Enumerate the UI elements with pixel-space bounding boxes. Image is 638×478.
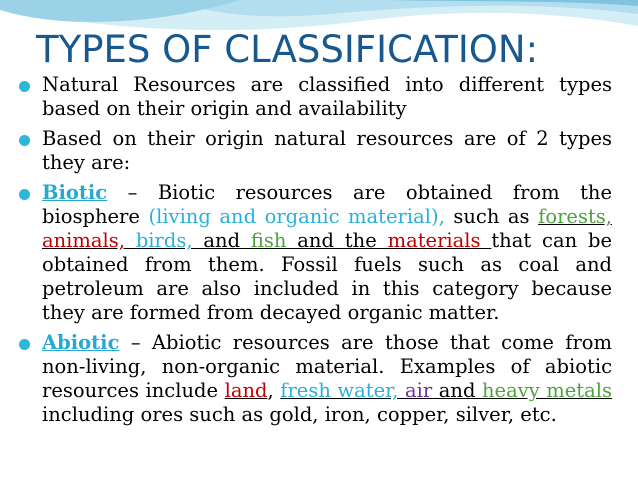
bullet-dot-icon	[19, 81, 30, 92]
bullet-item	[16, 73, 612, 121]
biotic-and-1: and	[192, 229, 251, 252]
example-animals: animals,	[42, 229, 125, 252]
bullet-item-biotic	[16, 181, 612, 325]
example-heavy-metals: heavy metals	[481, 379, 613, 402]
biotic-text-3: that can be obtained from them. Fossil fuels such as coal and petroleum are also included in this category because they are formed from decayed organic matter.	[42, 229, 612, 324]
example-air: air	[405, 379, 433, 402]
example-birds: birds,	[124, 229, 193, 252]
bullet-dot-icon	[19, 339, 30, 350]
bullet-item-abiotic	[16, 331, 612, 427]
example-fish: fish	[250, 229, 287, 252]
example-forests: forests,	[538, 205, 612, 228]
example-land: land	[224, 379, 268, 402]
biotic-text-1: – Biotic resources are obtained from the biosphere	[42, 181, 612, 228]
slide-title: TYPES OF CLASSIFICATION:	[36, 28, 539, 71]
abiotic-text-1: – Abiotic resources are those that come from non-living, non-organic material. Examples of abiotic resources include	[42, 331, 612, 402]
biotic-and-2: and the	[286, 229, 388, 252]
biotic-parenthetical: (living and organic material),	[148, 205, 445, 228]
term-biotic: Biotic	[42, 181, 108, 204]
abiotic-and: and	[432, 379, 482, 402]
bullet-text: Based on their origin natural resources are of 2 types they are:	[42, 127, 612, 174]
example-fresh-water: fresh water,	[280, 379, 399, 402]
example-materials: materials	[387, 229, 492, 252]
term-abiotic: Abiotic	[42, 331, 120, 354]
bullet-dot-icon	[19, 135, 30, 146]
bullet-dot-icon	[19, 189, 30, 200]
bullet-item	[16, 127, 612, 175]
bullet-text: Natural Resources are classified into different types based on their origin and availability	[42, 73, 612, 120]
slide-body	[16, 73, 612, 427]
abiotic-comma: ,	[267, 379, 281, 402]
biotic-text-2: such as	[444, 205, 539, 228]
abiotic-text-2: including ores such as gold, iron, copper, silver, etc.	[42, 403, 557, 426]
